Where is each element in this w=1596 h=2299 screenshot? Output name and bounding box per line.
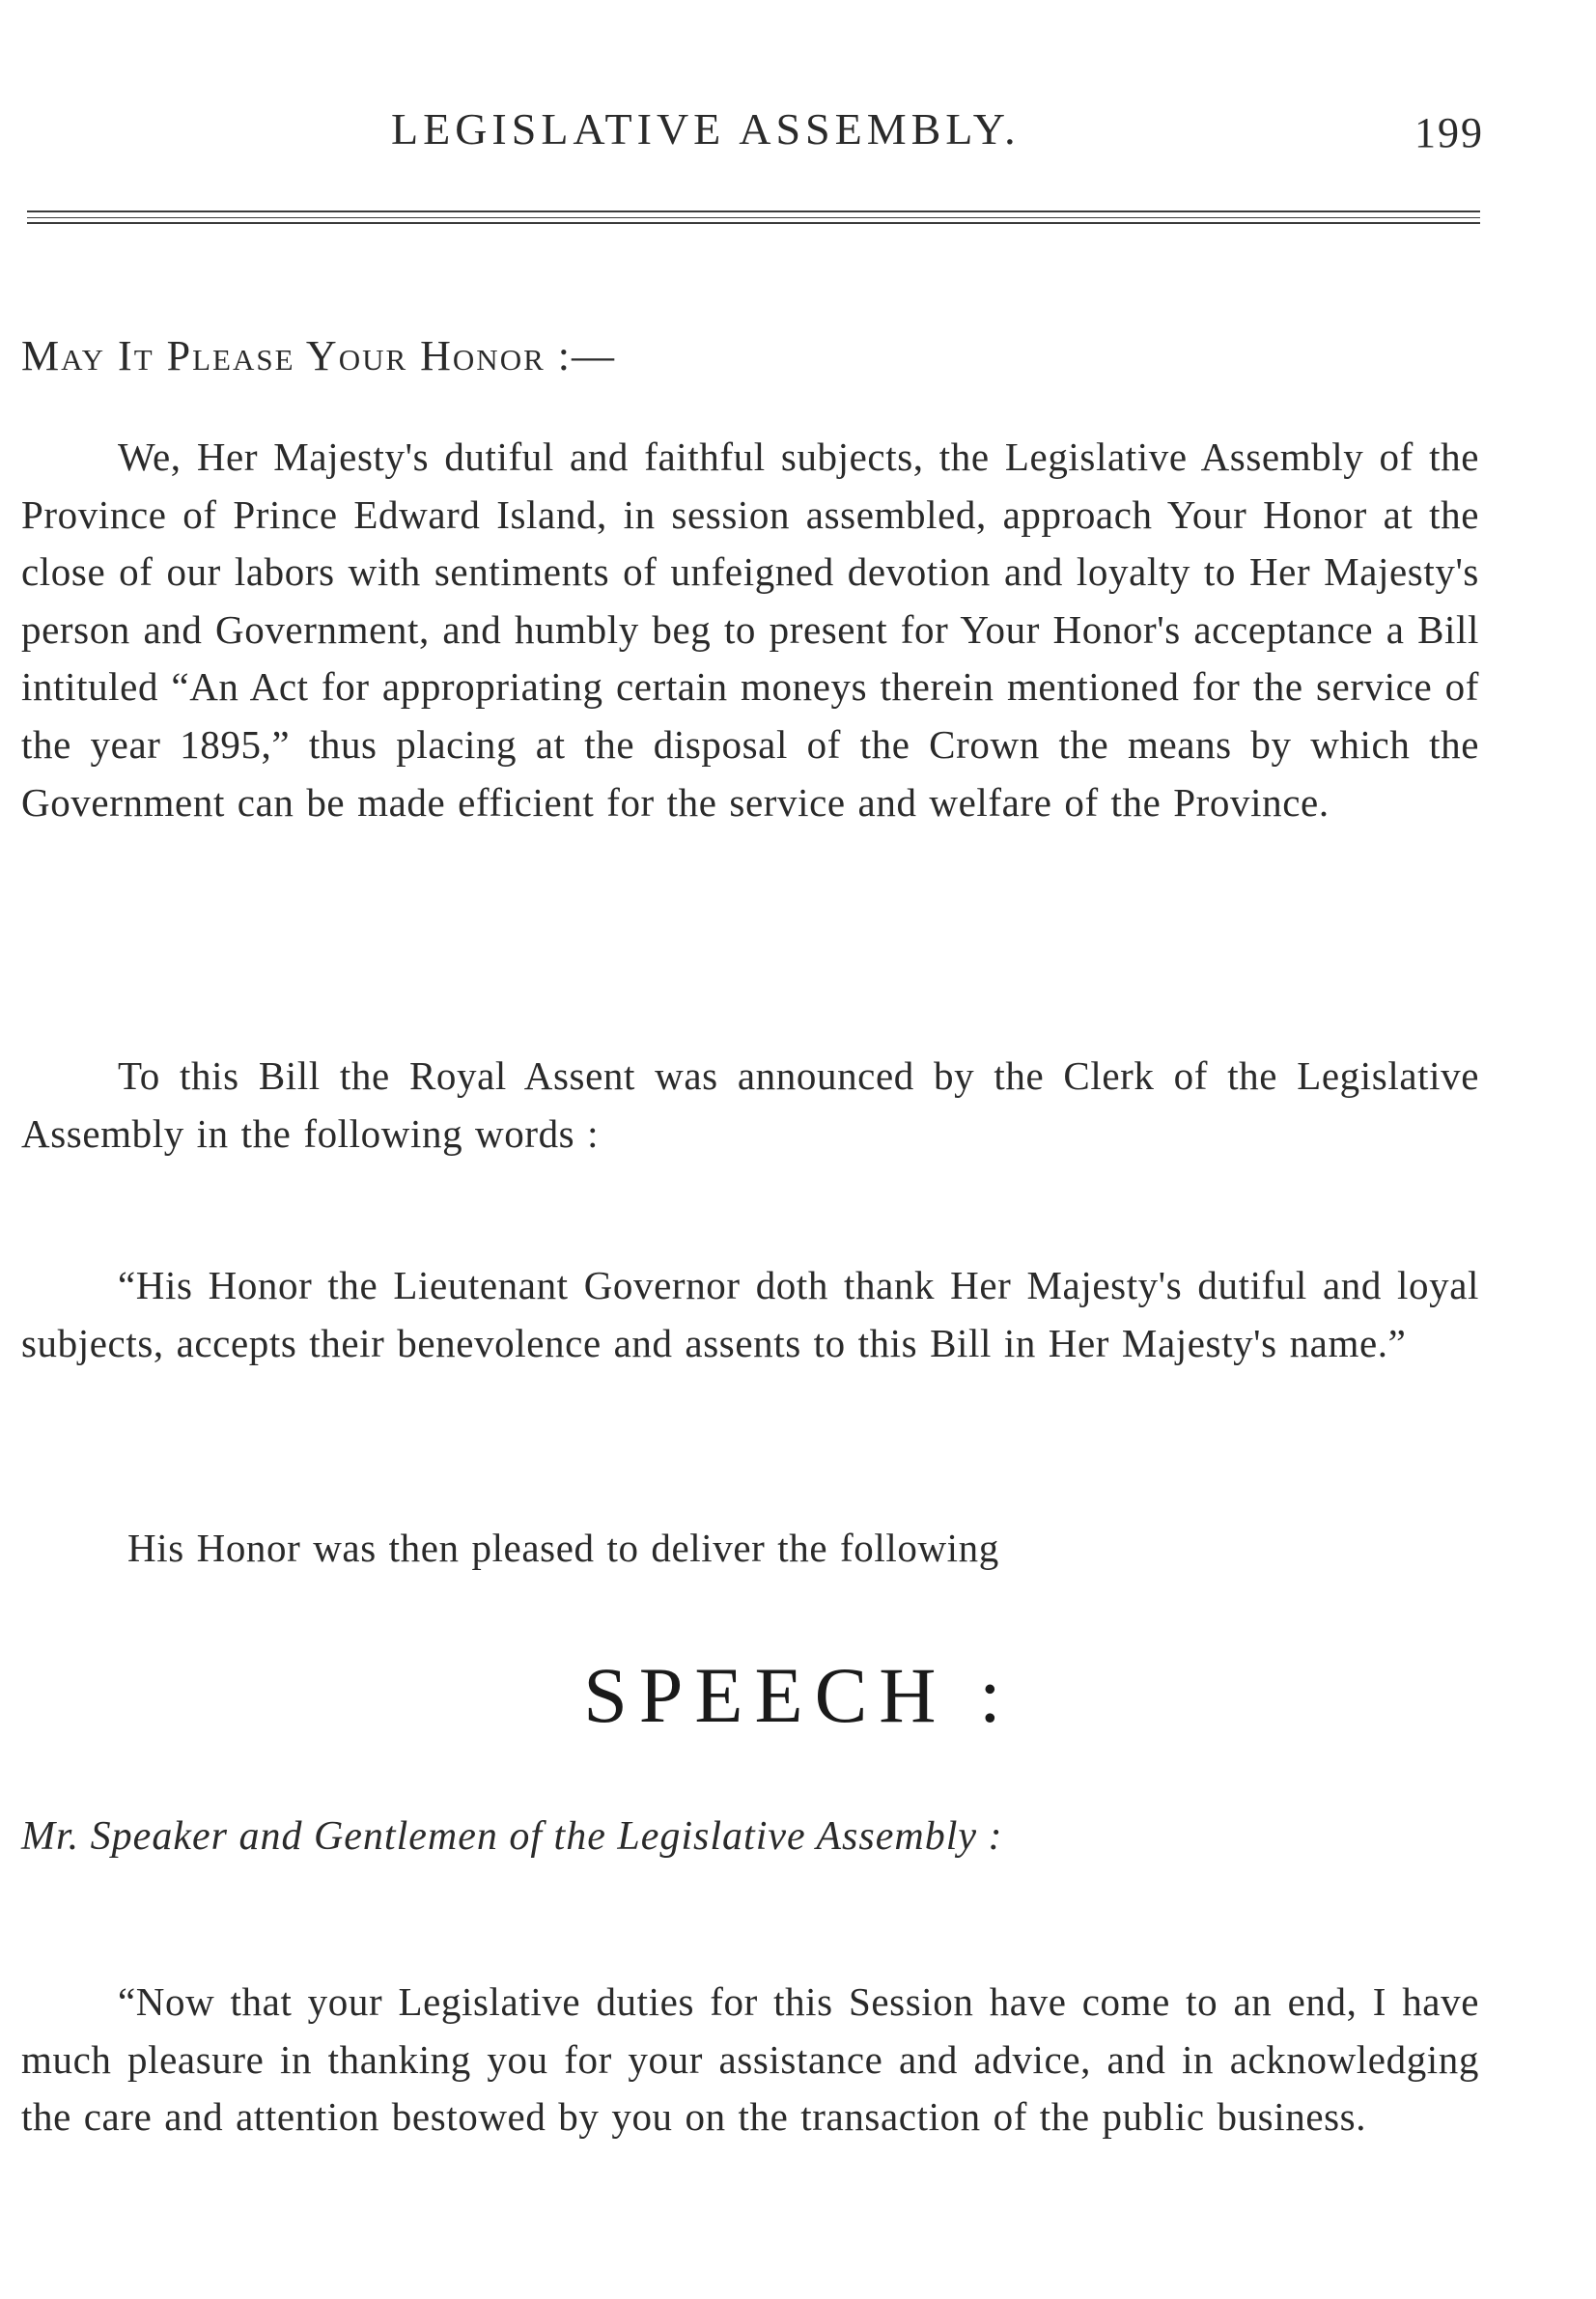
header-rule xyxy=(27,217,1480,218)
speech-heading: SPEECH : xyxy=(583,1651,1013,1739)
delivery-paragraph: His Honor was then pleased to deliver the following xyxy=(127,1526,999,1570)
assent-words-paragraph: “His Honor the Lieutenant Governor doth thank Her Majesty's dutiful and loyal subjects, accepts their benevolence and assents to this Bill in Her Majesty's name.” xyxy=(21,1263,1479,1365)
speech-address: Mr. Speaker and Gentlemen of the Legislative Assembly : xyxy=(21,1814,1003,1859)
page-number: 199 xyxy=(1414,109,1484,156)
royal-assent-paragraph: To this Bill the Royal Assent was announced by the Clerk of the Legislative Assembly in the following words : xyxy=(21,1053,1479,1156)
speech-paragraph: “Now that your Legislative duties for this Session have come to an end, I have much pleasure in thanking you for your assistance and advice, and in acknowledging the care and attention bestowed by you on the transaction of the public business. xyxy=(21,1979,1479,2140)
running-title: LEGISLATIVE ASSEMBLY. xyxy=(391,104,1021,154)
header-rule xyxy=(27,222,1480,224)
header-rule xyxy=(27,210,1480,212)
running-header xyxy=(0,100,1596,158)
address-paragraph: We, Her Majesty's dutiful and faithful subjects, the Legislative Assembly of the Province of Prince Edward Island, in session assembled, approach Your Honor at the close of our labors with sentiments of unfeigned devotion and loyalty to Her Majesty's person and Government, and humbly beg to present for Your Honor's acceptance a Bill intituled “An Act for appropriating certain moneys therein mentioned for the service of the year 1895,” thus placing at the disposal of the Crown the means by which the Government can be made efficient for the service and welfare of the Province. xyxy=(21,435,1479,825)
salutation: May It Please Your Honor :— xyxy=(21,332,616,379)
